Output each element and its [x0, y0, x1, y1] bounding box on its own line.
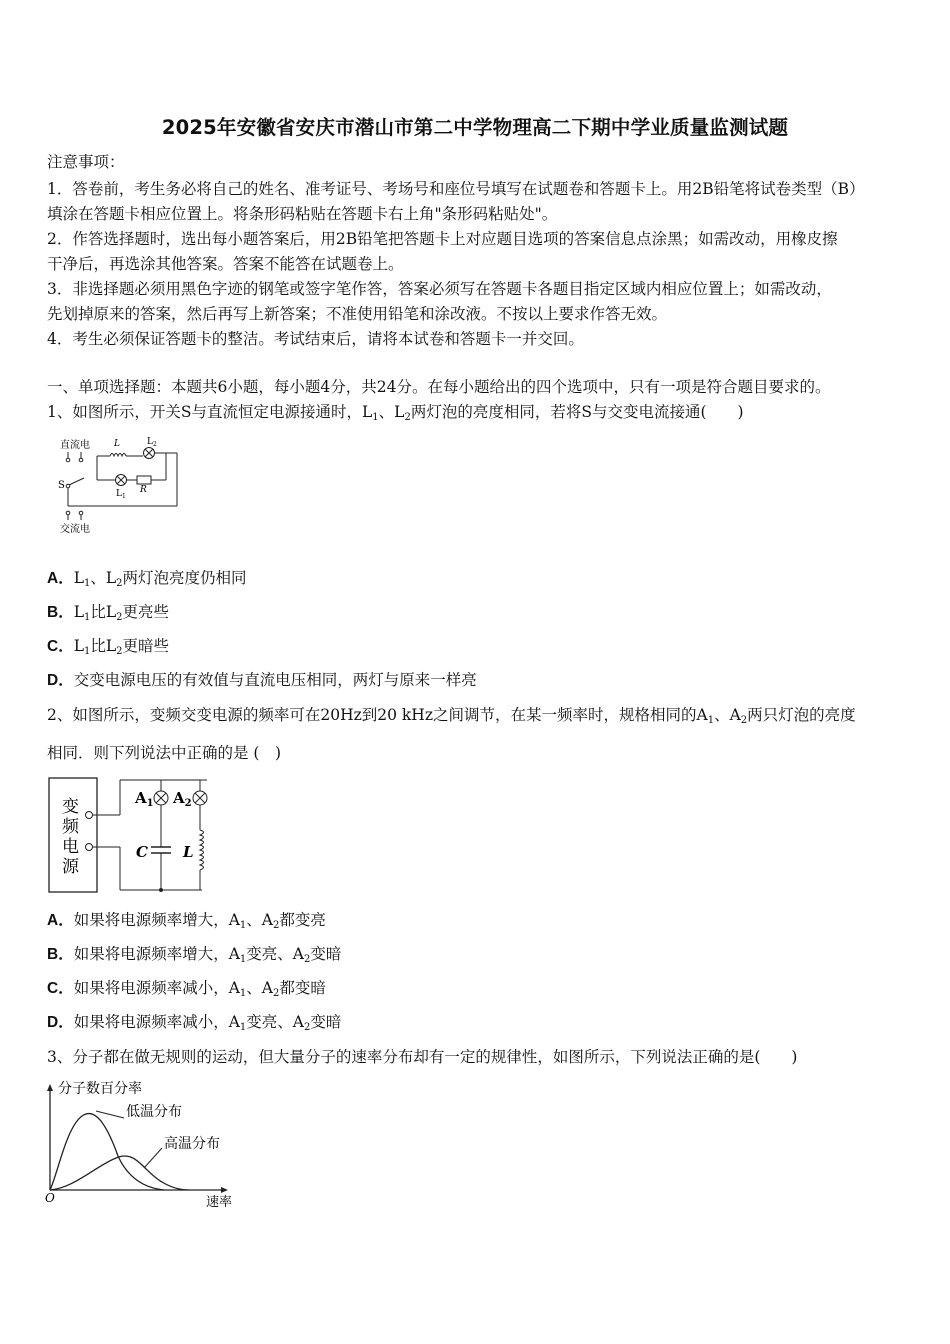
- question-1-stem: 1、如图所示，开关S与直流恒定电源接通时，$L_1$、$L_2$两灯泡的亮度相同，若将S与交变电流接通( ): [47, 403, 744, 423]
- switch: [69, 478, 84, 485]
- resistor-label: R: [140, 485, 147, 495]
- lamp-l2-label: $L_2$: [147, 437, 157, 448]
- source-char: 频: [62, 817, 79, 837]
- question-1-circuit-figure: [54, 436, 189, 538]
- option-c[interactable]: C．$L_1$比$L_2$更暗些: [47, 637, 170, 657]
- notice-line: 4．考生必须保证答题卡的整洁。考试结束后，请将本试卷和答题卡一并交回。: [47, 330, 584, 348]
- notice-line: 填涂在答题卡相应位置上。将条形码粘贴在答题卡右上角"条形码粘贴处"。: [47, 205, 558, 223]
- question-2-stem: 2、如图所示，变频交变电源的频率可在20Hz到20 kHz之间调节，在某一频率时，规格相同的$A_1$、$A_2$两只灯泡的亮度: [47, 706, 856, 726]
- question-3-distribution-figure: [44, 1078, 244, 1210]
- option-d[interactable]: D．交变电源电压的有效值与直流电压相同，两灯与原来一样亮: [47, 671, 477, 689]
- ac-label: 交流电: [60, 524, 90, 535]
- option-a[interactable]: A．$L_1$、$L_2$两灯泡亮度仍相同: [47, 569, 247, 589]
- question-2-stem-cont: 相同．则下列说法中正确的是 ( ): [47, 744, 282, 762]
- dc-label: 直流电: [60, 440, 90, 451]
- notice-line: 干净后，再选涂其他答案。答案不能答在试题卷上。: [47, 255, 404, 273]
- notice-heading: 注意事项：: [47, 153, 125, 171]
- switch-label: S: [58, 480, 65, 491]
- inductor: [200, 830, 204, 870]
- option-b[interactable]: B．如果将电源频率增大，$A_1$变亮、$A_2$变暗: [47, 945, 342, 965]
- inductor-label: L: [114, 439, 120, 449]
- source-char: 电: [62, 837, 79, 857]
- low-temp-curve: [50, 1114, 164, 1190]
- question-3-stem: 3、分子都在做无规则的运动，但大量分子的速率分布却有一定的规律性，如图所示，下列说法正确的是( ): [47, 1048, 798, 1066]
- lamp-l1-label: $L_1$: [116, 489, 126, 500]
- low-temp-pointer: [96, 1111, 124, 1118]
- y-axis-label: 分子数百分率: [58, 1081, 142, 1097]
- source-char: 变: [62, 797, 79, 817]
- option-a[interactable]: A．如果将电源频率增大，$A_1$、$A_2$都变亮: [47, 911, 326, 931]
- page-title: 2025年安徽省安庆市潜山市第二中学物理高二下期中学业质量监测试题: [161, 116, 789, 139]
- high-temp-curve: [50, 1156, 189, 1190]
- x-axis-label: 速率: [206, 1195, 233, 1210]
- option-c[interactable]: C．如果将电源频率减小，$A_1$、$A_2$都变暗: [47, 979, 326, 999]
- notice-line: 先划掉原来的答案，然后再写上新答案；不准使用铅笔和涂改液。不按以上要求作答无效。: [47, 305, 668, 323]
- lamp-a1-label: $A_1$: [135, 789, 154, 809]
- question-2-circuit-figure: [47, 774, 217, 896]
- resistor: [137, 476, 151, 484]
- low-temp-label: 低温分布: [126, 1104, 182, 1120]
- high-temp-label: 高温分布: [164, 1136, 220, 1152]
- option-d[interactable]: D．如果将电源频率减小，$A_1$变亮、$A_2$变暗: [47, 1013, 342, 1033]
- origin-label: O: [45, 1191, 55, 1205]
- option-b[interactable]: B．$L_1$比$L_2$更亮些: [47, 603, 170, 623]
- lamp-a2-label: $A_2$: [173, 789, 192, 809]
- inductor-label: L: [183, 843, 194, 861]
- high-temp-pointer: [144, 1148, 162, 1168]
- source-char: 源: [62, 857, 79, 877]
- notice-line: 2．作答选择题时，选出每小题答案后，用2B铅笔把答题卡上对应题目选项的答案信息点涂黑；如需改动，用橡皮擦: [47, 230, 838, 248]
- section-heading: 一、单项选择题：本题共6小题，每小题4分，共24分。在每小题给出的四个选项中，只有一项是符合题目要求的。: [47, 378, 831, 396]
- notice-line: 3．非选择题必须用黑色字迹的钢笔或签字笔作答，答案必须写在答题卡各题目指定区域内相应位置上；如需改动，: [47, 280, 832, 298]
- capacitor-label: C: [136, 843, 148, 861]
- notice-line: 1．答卷前，考生务必将自己的姓名、准考证号、考场号和座位号填写在试题卷和答题卡上。用2B铅笔将试卷类型（B）: [47, 180, 865, 198]
